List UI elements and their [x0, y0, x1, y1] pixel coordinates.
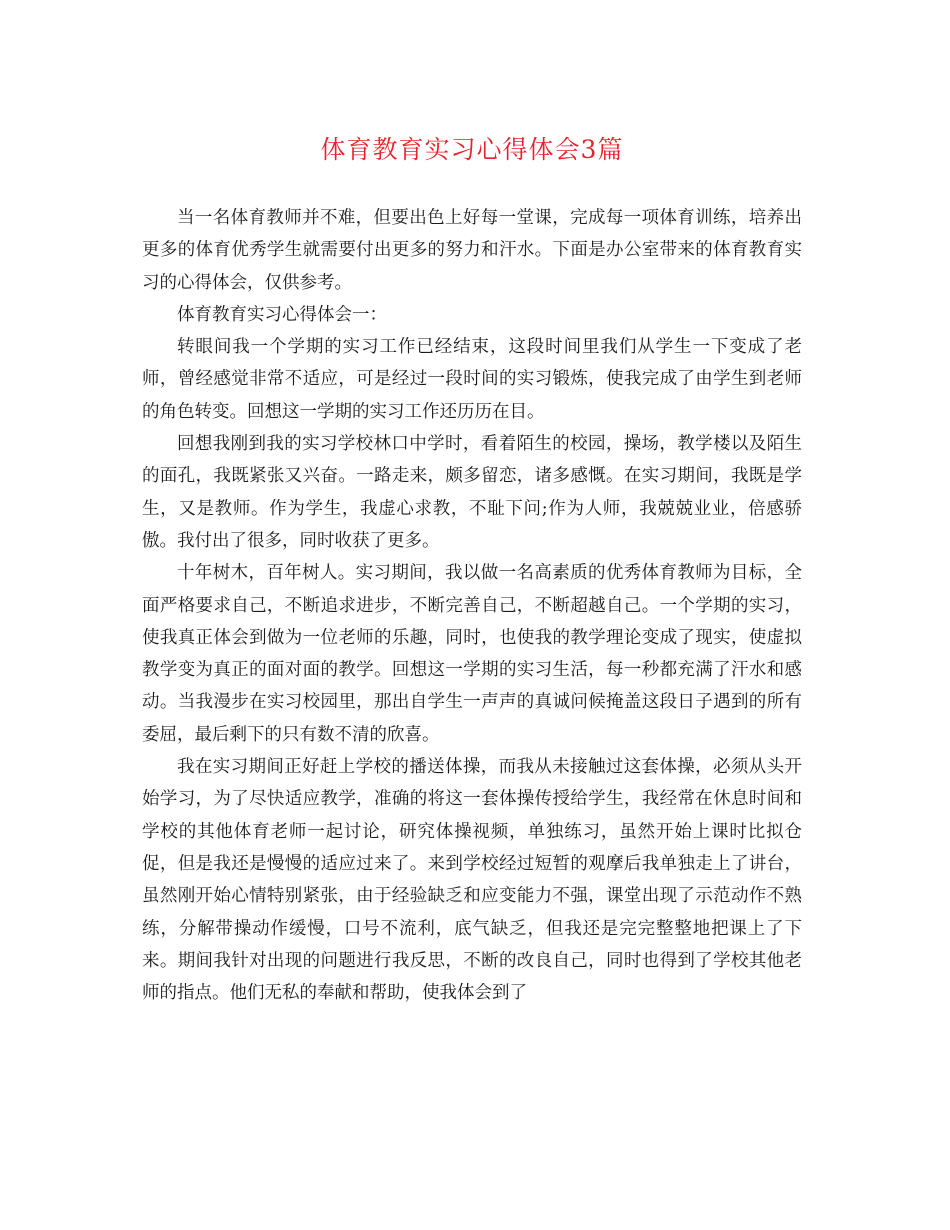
document-page [142, 128, 802, 1009]
paragraph-section-heading: 体育教育实习心得体会一： [177, 304, 387, 325]
paragraph-body: 转眼间我一个学期的实习工作已经结束，这段时间里我们从学生一下变成了老师，曾经感觉非常不适应，可是经过一段时间的实习锻炼，使我完成了由学生到老师的角色转变。回想这一学期的实习工作还历历在目。 [142, 337, 802, 422]
paragraph-body: 我在实习期间正好赶上学校的播送体操，而我从未接触过这套体操，必须从头开始学习，为了尽快适应教学，准确的将这一套体操传授给学生，我经常在休息时间和学校的其他体育老师一起讨论，研究体操视频，单独练习，虽然开始上课时比拟仓促，但是我还是慢慢的适应过来了。来到学校经过短暂的观摩后我单独走上了讲台，虽然刚开始心情特别紧张，由于经验缺乏和应变能力不强，课堂出现了示范动作不熟练，分解带操动作缓慢，口号不流利，底气缺乏，但我还是完完整整地把课上了下来。期间我针对出现的问题进行我反思，不断的改良自己，同时也得到了学校其他老师的指点。他们无私的奉献和帮助，使我体会到了 [142, 757, 802, 1004]
paragraph-intro: 当一名体育教师并不难，但要出色上好每一堂课，完成每一项体育训练，培养出更多的体育优秀学生就需要付出更多的努力和汗水。下面是办公室带来的体育教育实习的心得体会，仅供参考。 [142, 208, 802, 293]
document-title: 体育教育实习心得体会3篇 [320, 135, 624, 164]
paragraph-body: 回想我刚到我的实习学校林口中学时，看着陌生的校园，操场，教学楼以及陌生的面孔，我既紧张又兴奋。一路走来，颇多留恋，诸多感慨。在实习期间，我既是学生，又是教师。作为学生，我虚心求教，不耻下问;作为人师，我兢兢业业，倍感骄傲。我付出了很多，同时收获了更多。 [142, 434, 802, 551]
paragraph-body: 十年树木，百年树人。实习期间，我以做一名高素质的优秀体育教师为目标，全面严格要求自己，不断追求进步，不断完善自己，不断超越自己。一个学期的实习，使我真正体会到做为一位老师的乐趣，同时，也使我的教学理论变成了现实，使虚拟教学变为真正的面对面的教学。回想这一学期的实习生活，每一秒都充满了汗水和感动。当我漫步在实习校园里，那出自学生一声声的真诚问候掩盖这段日子遇到的所有委屈，最后剩下的只有数不清的欣喜。 [142, 563, 802, 745]
